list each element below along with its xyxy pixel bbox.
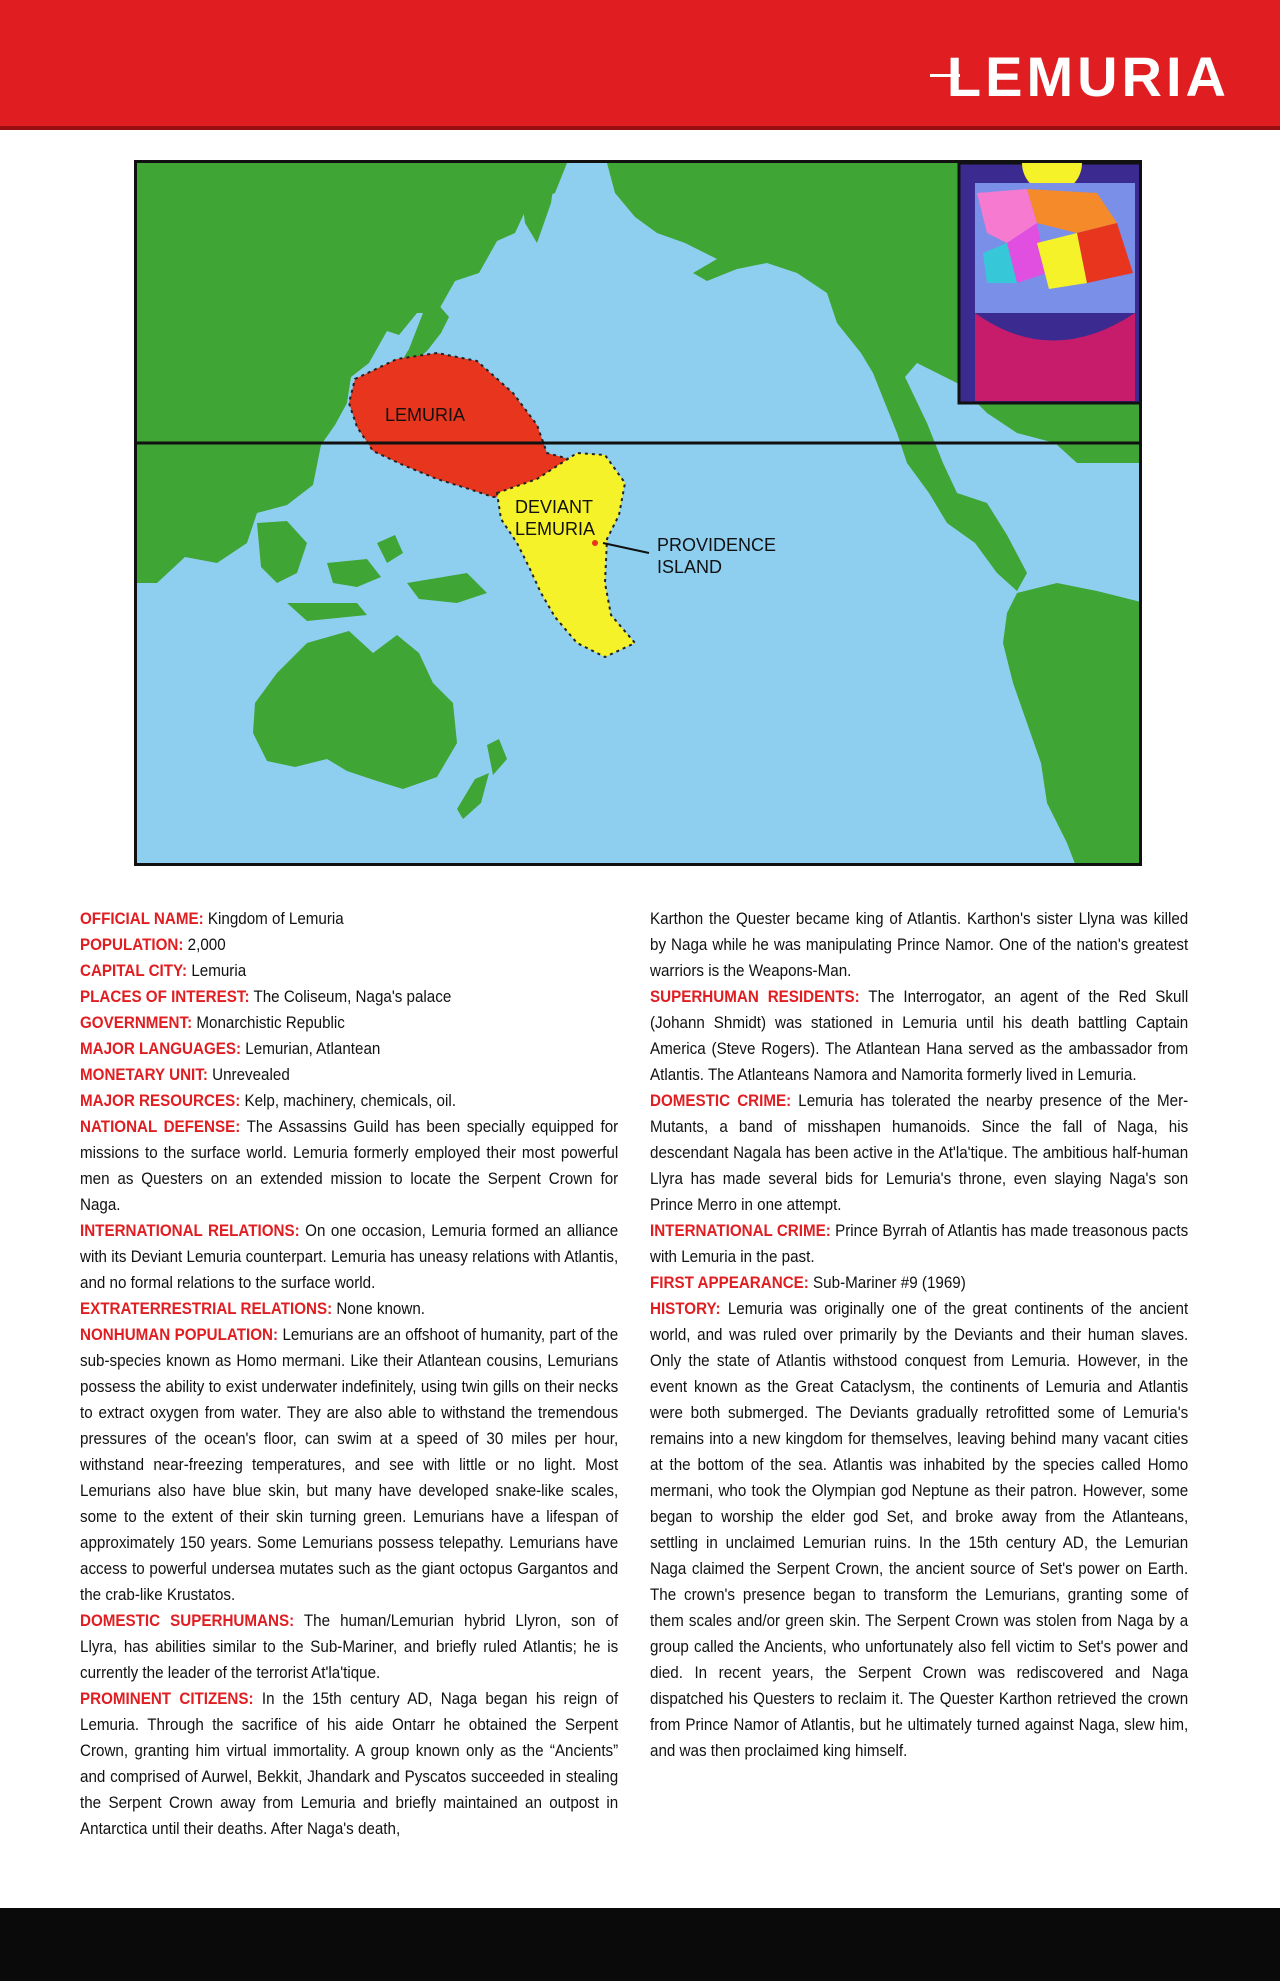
entry-body: Lemurians are an offshoot of humanity, part of the sub-species known as Homo mermani. Like their Atlantean cousins, Lemurians possess the ability to exist underwater indefinitely, using twin gills on their necks to extract oxygen from water. They are also able to withstand the tremendous pressures of the ocean's floor, can swim at a speed of 30 miles per hour, withstand near-freezing temperatures, and see with little or no light. Most Lemurians also have blue skin, but many have developed snake-like scales, some to the extent of their skin turning green. Lemurians have a lifespan of approximately 150 years. Some Lemurians possess telepathy. Lemurians have access to powerful undersea mutates such as the giant octopus Gargantos and the crab-like Krustatos. — [80, 1326, 619, 1604]
left-column-entry — [80, 932, 618, 958]
left-column-entry — [80, 1686, 618, 1842]
entry-label: EXTRATERRESTRIAL RELATIONS: — [80, 1300, 333, 1318]
right-column-entry — [650, 906, 1188, 984]
entry-body: Lemuria — [187, 962, 247, 980]
providence-island-marker — [592, 540, 598, 546]
entry-label: NATIONAL DEFENSE: — [80, 1118, 241, 1136]
left-column-entry — [80, 1062, 618, 1088]
right-column-entry — [650, 1270, 1188, 1296]
label-providence-line1: PROVIDENCE — [657, 535, 777, 555]
entry-label: POPULATION: — [80, 936, 184, 954]
entry-label: MAJOR RESOURCES: — [80, 1092, 241, 1110]
entry-label: SUPERHUMAN RESIDENTS: — [650, 988, 860, 1006]
entry-body: Kelp, machinery, chemicals, oil. — [240, 1092, 456, 1110]
entry-label: DOMESTIC CRIME: — [650, 1092, 792, 1110]
page-title: LEMURIA — [946, 45, 1230, 108]
entry-body: Lemuria was originally one of the great continents of the ancient world, and was ruled over primarily by the Deviants and their human slaves. Only the state of Atlantis withstood conquest from Lemuria. However, in the event known as the Great Cataclysm, the continents of Lemuria and Atlantis were both submerged. The Deviants gradually retrofitted some of Lemuria's remains into a new kingdom for themselves, leaving behind many vacant cities at the bottom of the sea. Atlantis was inhabited by the species called Homo mermani, who took the Olympian god Neptune as their patron. However, some began to worship the elder god Set, and broke away from the Atlanteans, settling in unclaimed Lemurian ruins. In the 15th century AD, the Lemurian Naga claimed the Serpent Crown, the ancient source of Set's power on Earth. The crown's presence began to transform the Lemurians, granting some of them scales and/or green skin. The Serpent Crown was stolen from Naga by a group called the Ancients, who unfortunately also fell victim to Set's power and died. In recent years, the Serpent Crown was rediscovered and Naga dispatched his Questers to reclaim it. The Quester Karthon retrieved the crown from Prince Namor of Atlantis, but he ultimately turned against Naga, slew him, and was then proclaimed king himself. — [650, 1300, 1189, 1760]
map-graphic — [137, 163, 1142, 866]
page-footer — [0, 1908, 1280, 1981]
entry-body: In the 15th century AD, Naga began his reign of Lemuria. Through the sacrifice of his aide Ontarr he obtained the Serpent Crown, granting him virtual immortality. A group known only as the “Ancients” and comprised of Aurwel, Bekkit, Jhandark and Pyscatos succeeded in stealing the Serpent Crown away from Lemuria and briefly maintained an outpost in Antarctica until their deaths. After Naga's death, — [80, 1690, 619, 1838]
left-column-entry — [80, 1114, 618, 1218]
entry-label: PLACES OF INTEREST: — [80, 988, 250, 1006]
right-column-entry — [650, 1296, 1188, 1764]
entry-label: GOVERNMENT: — [80, 1014, 193, 1032]
entry-body: Lemuria has tolerated the nearby presence of the Mer-Mutants, a band of misshapen humanoids. Since the fall of Naga, his descendant Nagala has been active in the At'la'tique. The ambitious half-human Llyra has made several bids for Lemuria's throne, even slaying Naga's son Prince Merro in one attempt. — [650, 1092, 1189, 1214]
entry-label: NONHUMAN POPULATION: — [80, 1326, 279, 1344]
label-deviant-line1: DEVIANT — [515, 497, 594, 517]
label-providence-line2: ISLAND — [657, 557, 723, 577]
left-column-entry — [80, 1088, 618, 1114]
entry-body: Monarchistic Republic — [192, 1014, 345, 1032]
left-column-entry — [80, 1010, 618, 1036]
left-column-entry — [80, 906, 618, 932]
right-column — [650, 906, 1188, 1764]
page-header — [0, 0, 1280, 130]
entry-label: OFFICIAL NAME: — [80, 910, 204, 928]
left-column-entry — [80, 984, 618, 1010]
entry-body: None known. — [332, 1300, 425, 1318]
label-deviant-line2: LEMURIA — [515, 519, 596, 539]
entry-body: The Assassins Guild has been specially equipped for missions to the surface world. Lemuria formerly employed their most powerful men as Questers on an extended mission to locate the Serpent Crown for Naga. — [80, 1118, 619, 1214]
entry-label: DOMESTIC SUPERHUMANS: — [80, 1612, 295, 1630]
right-column-entry — [650, 1088, 1188, 1218]
entry-body: The Interrogator, an agent of the Red Skull (Johann Shmidt) was stationed in Lemuria until his death battling Captain America (Steve Rogers). The Atlantean Hana served as the ambassador from Atlantis. The Atlanteans Namora and Namorita formerly lived in Lemuria. — [650, 988, 1189, 1084]
entry-body: Kingdom of Lemuria — [203, 910, 344, 928]
entry-label: PROMINENT CITIZENS: — [80, 1690, 254, 1708]
left-column-entry — [80, 1218, 618, 1296]
entry-body: Prince Byrrah of Atlantis has made treasonous pacts with Lemuria in the past. — [650, 1222, 1189, 1266]
pacific-map — [134, 160, 1142, 866]
entry-body: The Coliseum, Naga's palace — [249, 988, 452, 1006]
right-column-entry — [650, 984, 1188, 1088]
entry-body: Sub-Mariner #9 (1969) — [808, 1274, 966, 1292]
entry-body: Lemurian, Atlantean — [241, 1040, 381, 1058]
label-lemuria: LEMURIA — [385, 405, 466, 425]
left-column-entry — [80, 1296, 618, 1322]
entry-body: Karthon the Quester became king of Atlantis. Karthon's sister Llyna was killed by Naga while he was manipulating Prince Namor. One of the nation's greatest warriors is the Weapons-Man. — [650, 910, 1189, 980]
entry-label: MAJOR LANGUAGES: — [80, 1040, 242, 1058]
entry-text — [80, 906, 1188, 1876]
left-column-entry — [80, 1322, 618, 1608]
entry-label: CAPITAL CITY: — [80, 962, 188, 980]
entry-label: FIRST APPEARANCE: — [650, 1274, 809, 1292]
left-column-entry — [80, 958, 618, 984]
entry-label: INTERNATIONAL RELATIONS: — [80, 1222, 300, 1240]
left-column — [80, 906, 618, 1842]
entry-label: MONETARY UNIT: — [80, 1066, 208, 1084]
entry-body: The human/Lemurian hybrid Llyron, son of Llyra, has abilities similar to the Sub-Mariner, and briefly ruled Atlantis; he is currently the leader of the terrorist At'la'tique. — [80, 1612, 619, 1682]
entry-label: INTERNATIONAL CRIME: — [650, 1222, 831, 1240]
entry-body: 2,000 — [183, 936, 226, 954]
inset-globe — [959, 163, 1142, 403]
entry-label: HISTORY: — [650, 1300, 721, 1318]
right-column-entry — [650, 1218, 1188, 1270]
left-column-entry — [80, 1608, 618, 1686]
entry-body: Unrevealed — [207, 1066, 290, 1084]
left-column-entry — [80, 1036, 618, 1062]
entry-body: On one occasion, Lemuria formed an alliance with its Deviant Lemuria counterpart. Lemuria has uneasy relations with Atlantis, and no formal relations to the surface world. — [80, 1222, 619, 1292]
